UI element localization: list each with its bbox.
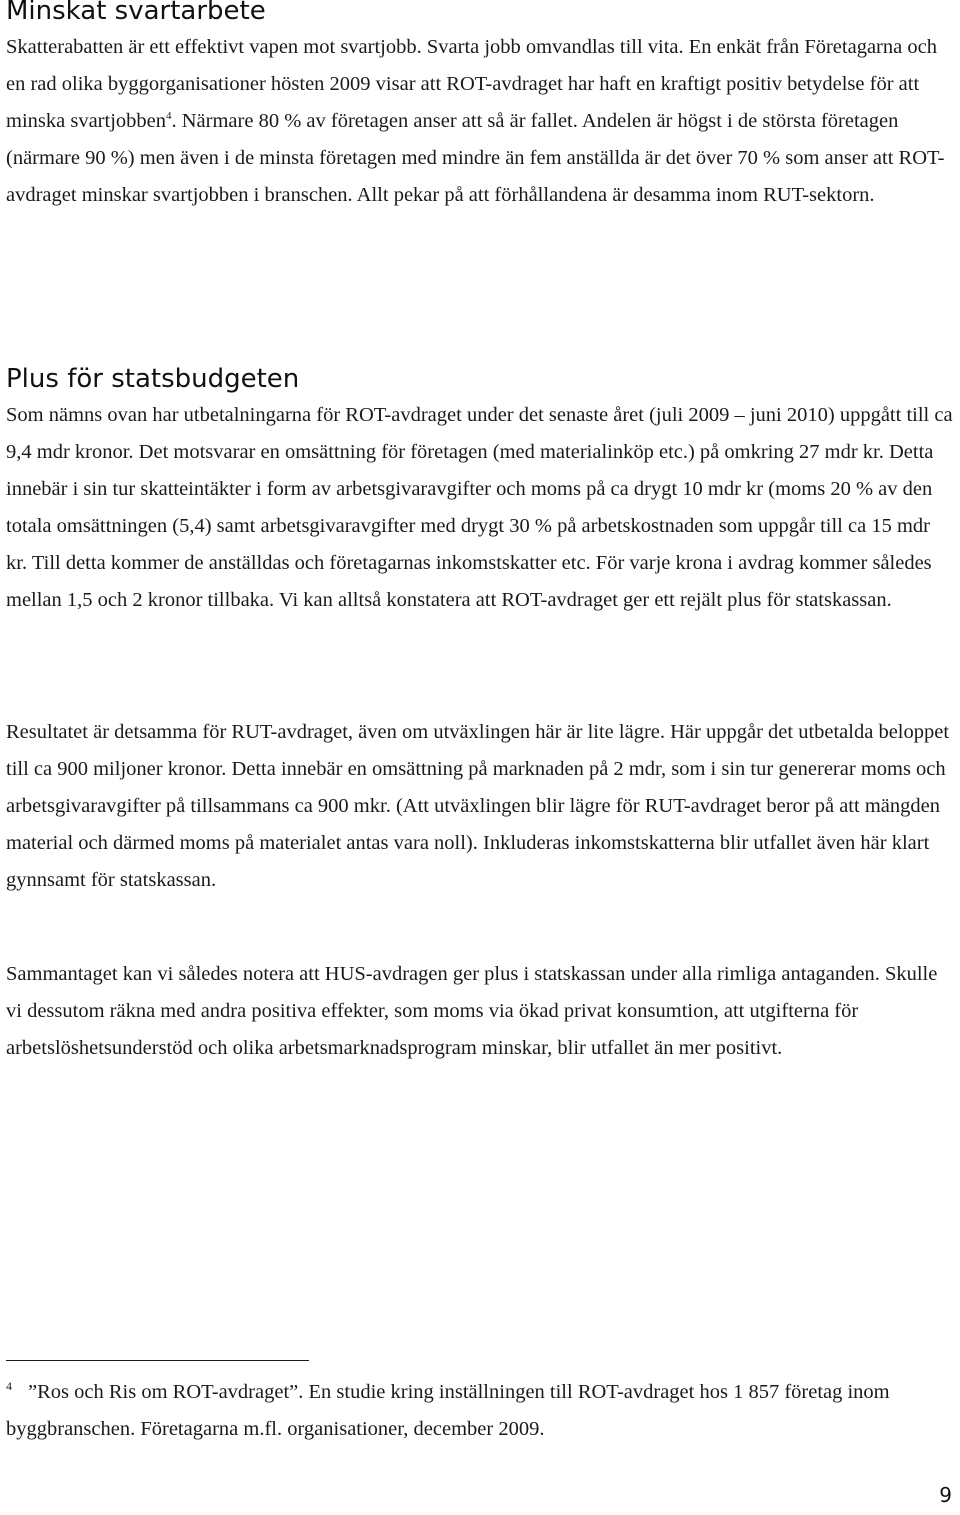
paragraph-rut-avdrag: Resultatet är detsamma för RUT-avdraget, även om utväxlingen här är lite lägre. Här uppgår det utbetalda beloppet till ca 900 miljoner kronor. Detta innebär en omsättning på marknaden på 2 mdr, som i sin tur genererar moms och arbetsgivaravgifter på tillsammans ca 900 mkr. (Att utväxlingen blir lägre för RUT-avdraget beror på att mängden material och därmed moms på materialet antas vara noll). Inkluderas inkomstskatterna blir utfallet även här klart gynnsamt för statskassan. (6, 721, 950, 891)
paragraph-rot-avdrag: Som nämns ovan har utbetalningarna för ROT-avdraget under det senaste året (juli 2009 – juni 2010) uppgått till ca 9,4 mdr kronor. Det motsvarar en omsättning för företagen (med materialinköp etc.) på omkring 27 mdr kr. Detta innebär i sin tur skatteintäkter i form av arbetsgivaravgifter och moms på ca drygt 10 mdr kr (moms 20 % av den totala omsättningen (5,4) samt arbetsgivaravgifter med drygt 30 % på arbetskostnaden som uppgår till ca 15 mdr kr. Till detta kommer de anställdas och företagarnas inkomstskatter etc. För varje krona i avdrag kommer således mellan 1,5 och 2 kronor tillbaka. Vi kan alltså konstatera att ROT-avdraget ger ett rejält plus för statskassan. (6, 404, 953, 611)
paragraph-text: . Närmare 80 % av företagen anser att så är fallet. Andelen är högst i de största företagen (närmare 90 %) men även i de minsta företagen med mindre än fem anställda är det över 70 % som anser att ROT-avdraget minskar svartjobben i branschen. Allt pekar på att förhållandena är desamma inom RUT-sektorn. (6, 110, 945, 206)
paragraph-svartarbete (6, 29, 956, 214)
footnote-text: ”Ros och Ris om ROT-avdraget”. En studie kring inställningen till ROT-avdraget hos 1 857 företag inom byggbranschen. Företagarna m.fl. organisationer, december 2009. (6, 1381, 890, 1440)
paragraph-sammantaget: Sammantaget kan vi således notera att HUS-avdragen ger plus i statskassan under alla rimliga antaganden. Skulle vi dessutom räkna med andra positiva effekter, som moms via ökad privat konsumtion, att utgifterna för arbetslöshetsunderstöd och olika arbetsmarknadsprogram minskar, blir utfallet än mer positivt. (6, 963, 938, 1059)
page-number: 9 (939, 1483, 952, 1507)
footnote (6, 1374, 956, 1448)
footnote-marker: 4 (6, 1379, 12, 1394)
footnote-divider (6, 1360, 309, 1361)
section-heading-plus-for-statsbudgeten: Plus för statsbudgeten (6, 364, 300, 394)
paragraph-text: Skatterabatten är ett effektivt vapen mot svartjobb. Svarta jobb omvandlas till vita. En enkät från Företagarna och en rad olika byggorganisationer hösten 2009 visar att ROT-avdraget har haft en kraftigt positiv betydelse för att minska svartjobben (6, 36, 937, 132)
footnote-reference: 4 (166, 110, 172, 123)
section-heading-minskat-svartarbete: Minskat svartarbete (6, 0, 266, 26)
